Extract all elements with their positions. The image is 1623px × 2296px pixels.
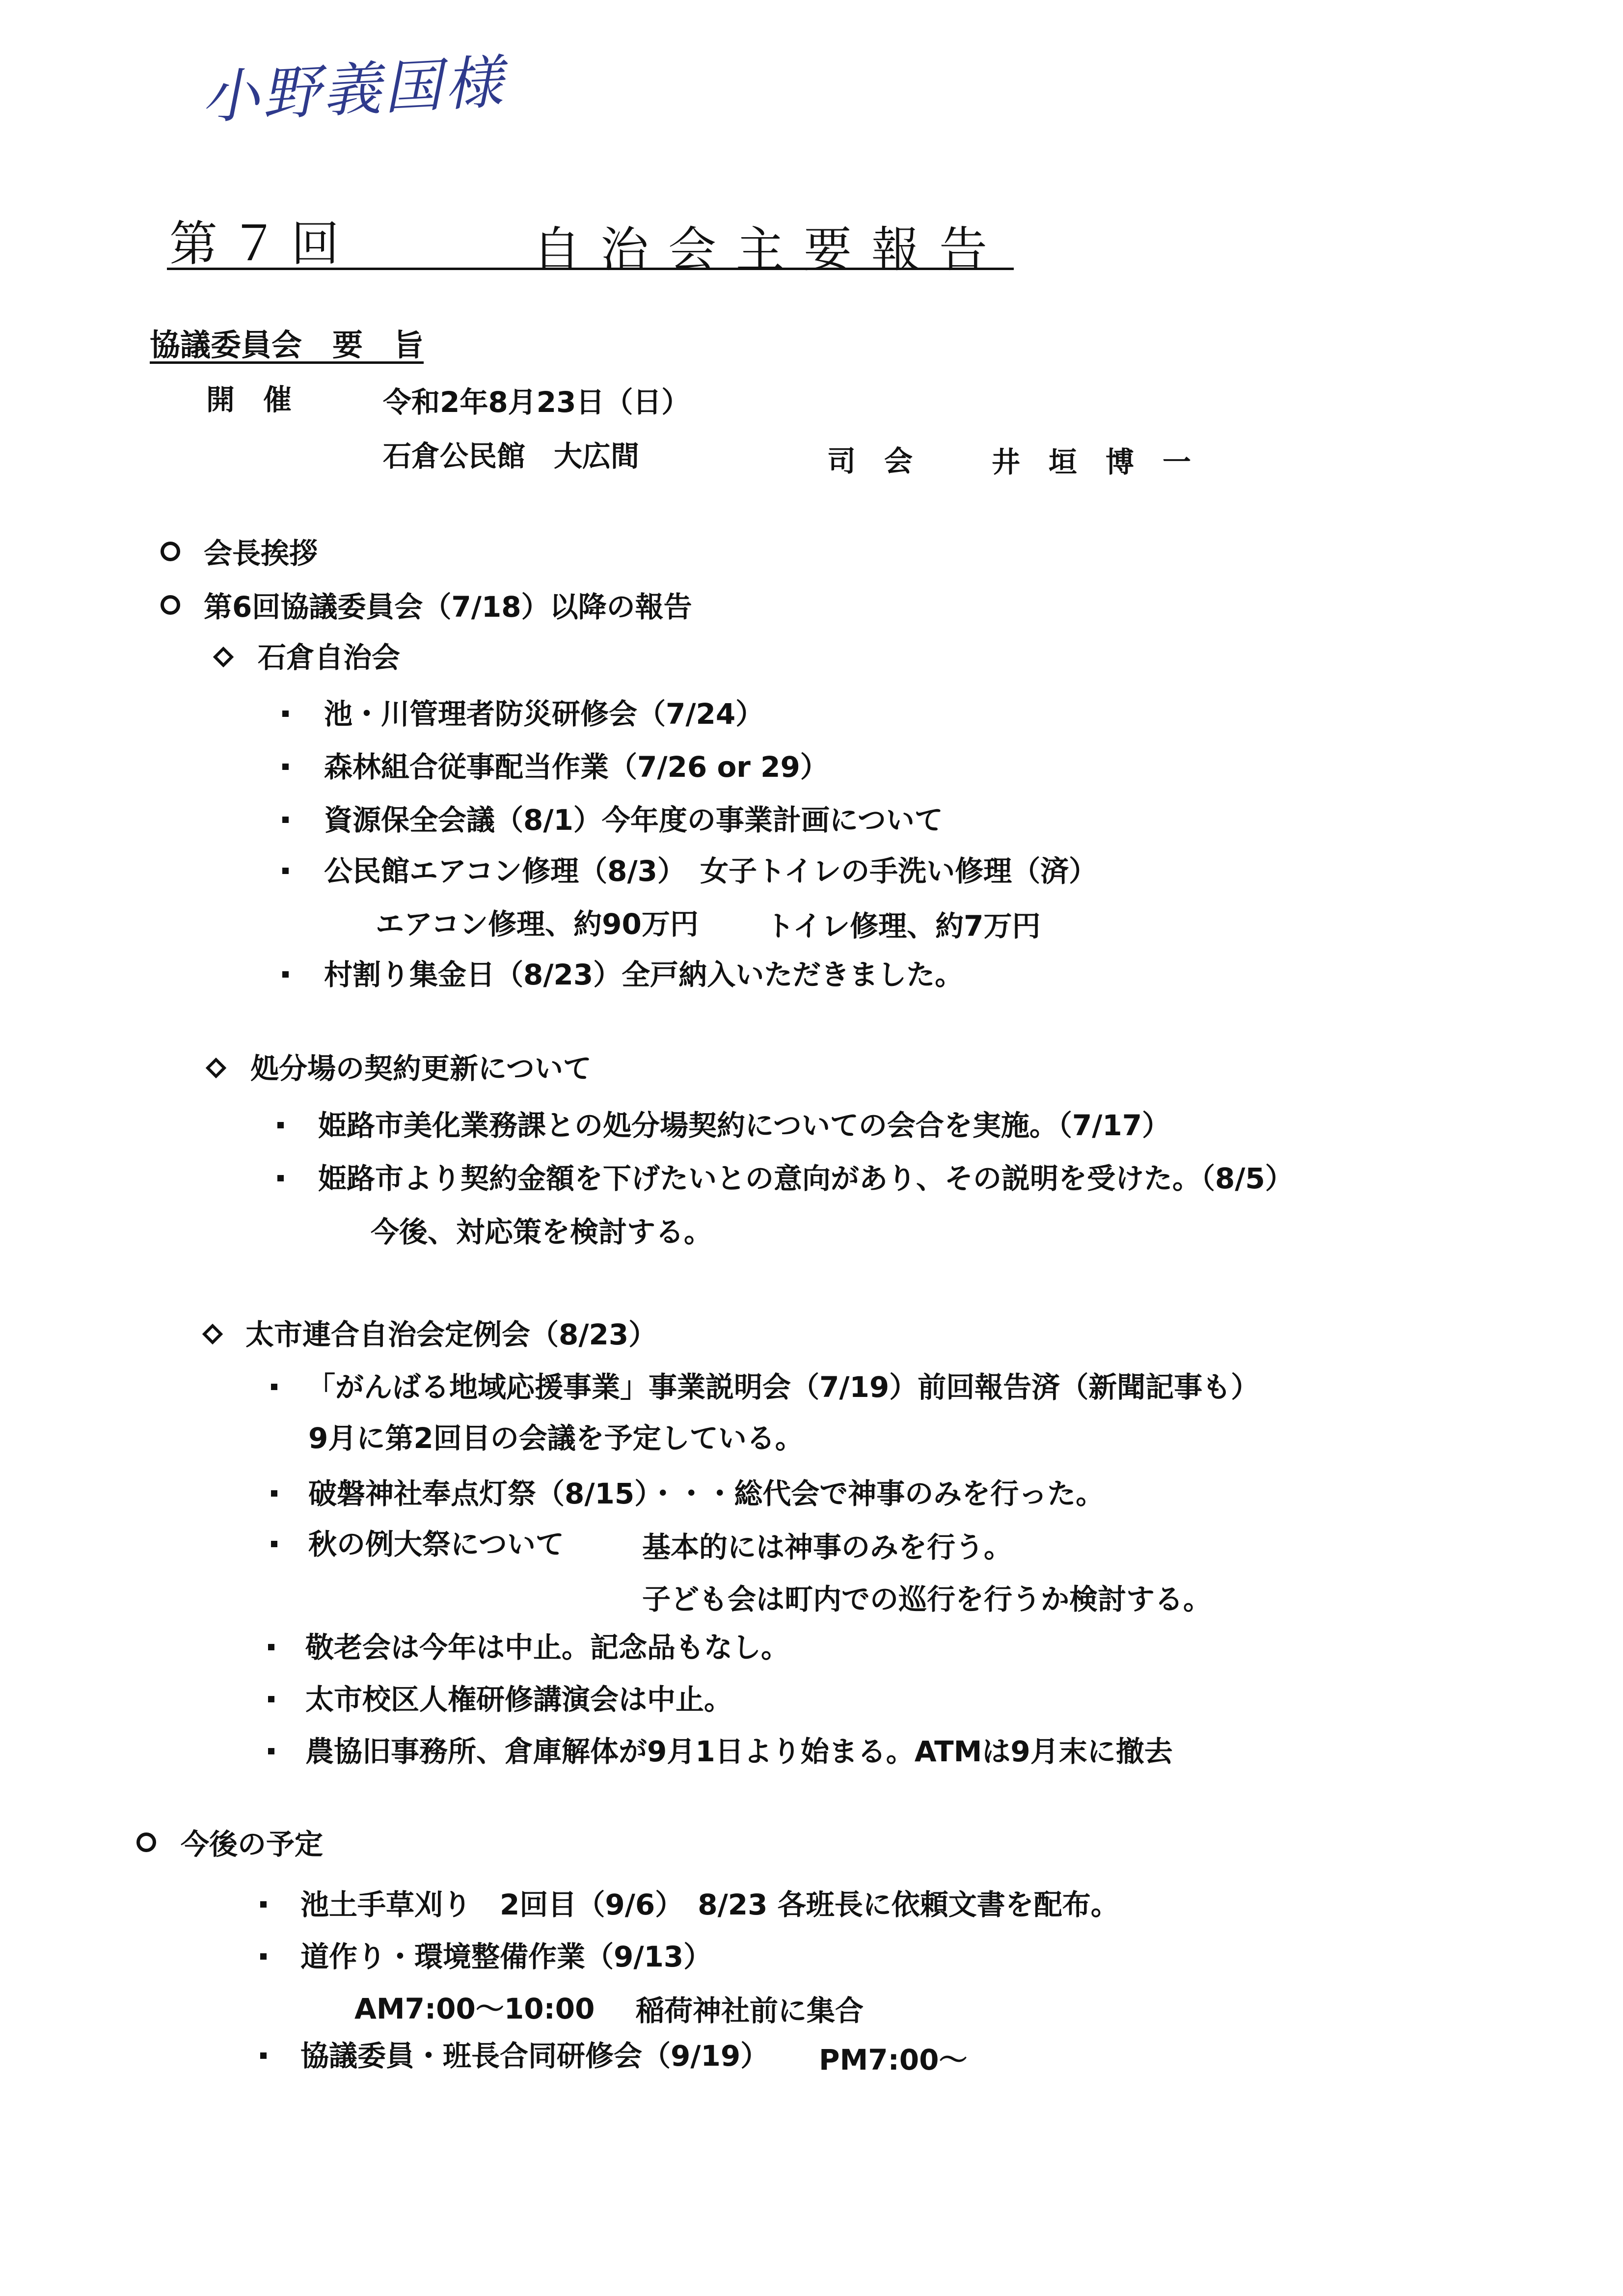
dot-bullet-icon — [277, 1175, 284, 1181]
dot-bullet-icon — [271, 1384, 277, 1390]
held-label: 開 催 — [206, 383, 292, 416]
dot-bullet-icon — [282, 868, 289, 874]
list-item: 森林組合従事配当作業（7/26 or 29） — [324, 750, 829, 784]
dot-bullet-icon — [282, 971, 289, 978]
dot-bullet-icon — [282, 711, 289, 717]
subsection-heading-taichi: 太市連合自治会定例会（8/23） — [245, 1318, 657, 1351]
page-title: 自治会主要報告 — [533, 222, 1007, 278]
diamond-bullet-icon — [213, 647, 234, 667]
circle-bullet-icon — [161, 542, 180, 561]
diamond-bullet-icon — [206, 1058, 226, 1078]
list-item: 姫路市より契約金額を下げたいとの意向があり、その説明を受けた。（8/5） — [318, 1162, 1294, 1195]
list-item: 道作り・環境整備作業（9/13） — [300, 1940, 712, 1973]
list-item: 「がんばる地域応援事業」事業説明会（7/19）前回報告済（新聞記事も） — [307, 1370, 1260, 1404]
report-heading: 第6回協議委員会（7/18）以降の報告 — [204, 590, 692, 624]
circle-bullet-icon — [161, 595, 180, 615]
chair-name: 井 垣 博 一 — [992, 445, 1191, 479]
list-item: 村割り集金日（8/23）全戸納入いただきました。 — [324, 958, 964, 991]
list-item: 協議委員・班長合同研修会（9/19） — [300, 2039, 769, 2073]
work-place: 稲荷神社前に集合 — [636, 1994, 864, 2027]
section-heading-future: 今後の予定 — [181, 1828, 324, 1861]
list-item: 敬老会は今年は中止。記念品もなし。 — [305, 1631, 790, 1664]
title-underline — [167, 268, 1014, 270]
handwritten-addressee: 小野義国様 — [199, 48, 507, 132]
toilet-cost: トイレ修理、約7万円 — [766, 909, 1041, 943]
list-item-detail: 基本的には神事のみを行う。 — [642, 1531, 1013, 1564]
dot-bullet-icon — [268, 1748, 274, 1754]
list-item: 破磐神社奉点灯祭（8/15）・・・総代会で神事のみを行った。 — [308, 1477, 1105, 1510]
list-item: 資源保全会議（8/1）今年度の事業計画について — [324, 803, 943, 837]
work-time: AM7:00～10:00 — [354, 1992, 595, 2025]
list-item: 池・川管理者防災研修会（7/24） — [324, 697, 764, 731]
meeting-venue: 石倉公民館 大広間 — [383, 439, 640, 473]
greeting-item: 会長挨拶 — [204, 537, 318, 570]
dot-bullet-icon — [271, 1541, 277, 1547]
circle-bullet-icon — [136, 1832, 156, 1852]
dot-bullet-icon — [271, 1490, 277, 1497]
chair-label: 司 会 — [827, 444, 913, 478]
diamond-bullet-icon — [202, 1324, 223, 1344]
list-item: 池土手草刈り 2回目（9/6） 8/23 各班長に依頼文書を配布。 — [300, 1888, 1119, 1921]
list-item: 秋の例大祭について — [308, 1528, 564, 1561]
meeting-number: 第７回 — [169, 216, 352, 272]
list-item: 太市校区人権研修講演会は中止。 — [305, 1683, 733, 1716]
dot-bullet-icon — [277, 1122, 284, 1128]
dot-bullet-icon — [282, 764, 289, 770]
training-time: PM7:00～ — [819, 2043, 968, 2077]
subsection-heading-disposal: 処分場の契約更新について — [250, 1052, 592, 1085]
dot-bullet-icon — [260, 1901, 267, 1908]
dot-bullet-icon — [268, 1644, 274, 1650]
dot-bullet-icon — [268, 1696, 274, 1702]
subsection-heading-ishikura: 石倉自治会 — [258, 641, 401, 674]
list-item: 公民館エアコン修理（8/3） 女子トイレの手洗い修理（済） — [324, 854, 1098, 888]
list-item: 姫路市美化業務課との処分場契約についての会合を実施。（7/17） — [318, 1109, 1171, 1142]
meeting-date: 令和2年8月23日（日） — [383, 385, 690, 419]
list-item-note: 9月に第2回目の会議を予定している。 — [308, 1421, 804, 1455]
dot-bullet-icon — [260, 2052, 267, 2059]
aircon-cost: エアコン修理、約90万円 — [376, 907, 699, 941]
section-heading-meeting: 協議委員会 要 旨 — [150, 327, 424, 363]
disposal-note: 今後、対応策を検討する。 — [371, 1215, 713, 1249]
list-item-detail: 子ども会は町内での巡行を行うか検討する。 — [642, 1583, 1212, 1616]
dot-bullet-icon — [260, 1953, 267, 1960]
list-item: 農協旧事務所、倉庫解体が9月1日より始まる。ATMは9月末に撤去 — [305, 1735, 1173, 1768]
dot-bullet-icon — [282, 817, 289, 823]
